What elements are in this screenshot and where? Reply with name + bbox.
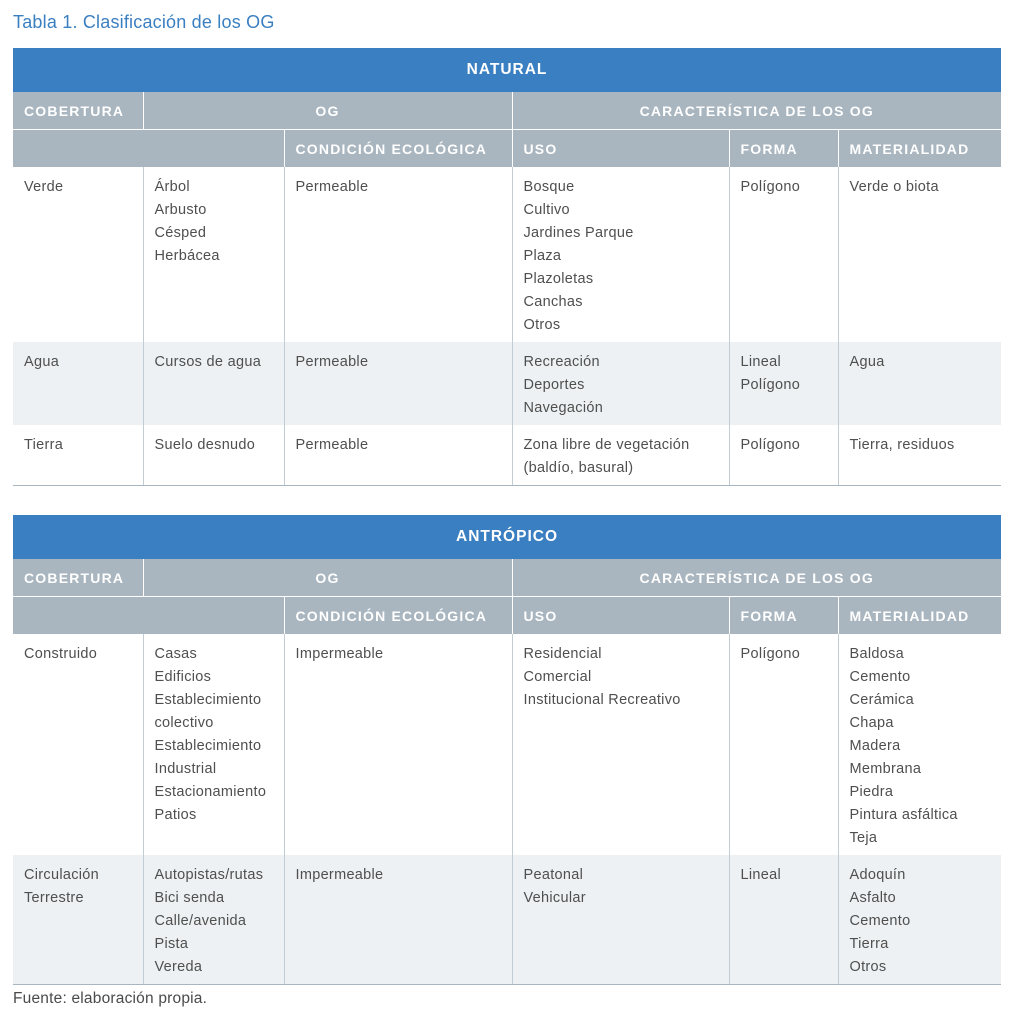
cell-line: Césped xyxy=(154,225,207,241)
cell-line: Agua xyxy=(24,354,60,370)
cell-line: Zona libre de vegetación xyxy=(523,437,690,453)
cell-forma xyxy=(729,342,838,425)
cell-line: Árbol xyxy=(154,179,190,195)
cell-line: Membrana xyxy=(849,761,922,777)
header-cobertura: COBERTURA xyxy=(13,92,143,130)
cell-og xyxy=(143,425,284,486)
cell-line: Lineal xyxy=(740,354,781,370)
table-row xyxy=(13,342,1001,425)
cell-forma xyxy=(729,634,838,855)
header-forma: FORMA xyxy=(729,130,838,168)
header-uso: USO xyxy=(512,130,729,168)
cell-line: Casas xyxy=(154,646,198,662)
header-materialidad: MATERIALIDAD xyxy=(838,130,1001,168)
cell-line: Comercial xyxy=(523,669,592,685)
cell-materialidad xyxy=(838,855,1001,985)
cell-line: Chapa xyxy=(849,715,894,731)
cell-condicion xyxy=(284,634,512,855)
cell-line: Suelo desnudo xyxy=(154,437,256,453)
cell-line: Establecimiento xyxy=(154,692,262,708)
cell-line: colectivo xyxy=(154,715,214,731)
cell-line: Calle/avenida xyxy=(154,913,247,929)
cell-line: Plaza xyxy=(523,248,562,264)
header-og: OG xyxy=(143,92,512,130)
table-row xyxy=(13,167,1001,342)
cell-line: Tierra, residuos xyxy=(849,437,955,453)
cell-line: Cemento xyxy=(849,669,911,685)
header-materialidad: MATERIALIDAD xyxy=(838,597,1001,635)
cell-line: Permeable xyxy=(295,179,369,195)
cell-line: Estacionamiento xyxy=(154,784,267,800)
cell-og xyxy=(143,342,284,425)
cell-line: Residencial xyxy=(523,646,602,662)
cell-og xyxy=(143,855,284,985)
cell-line: Teja xyxy=(849,830,878,846)
cell-line: Edificios xyxy=(154,669,212,685)
cell-line: Asfalto xyxy=(849,890,896,906)
cell-cobertura xyxy=(13,855,143,985)
cell-line: Polígono xyxy=(740,437,801,453)
cell-line: Adoquín xyxy=(849,867,906,883)
cell-line: Verde o biota xyxy=(849,179,939,195)
cell-uso xyxy=(512,855,729,985)
cell-line: Peatonal xyxy=(523,867,584,883)
cell-og xyxy=(143,634,284,855)
cell-line: Institucional Recreativo xyxy=(523,692,681,708)
cell-line: Permeable xyxy=(295,354,369,370)
header-blank xyxy=(13,597,284,635)
cell-line: Polígono xyxy=(740,377,801,393)
cell-uso xyxy=(512,167,729,342)
cell-line: Plazoletas xyxy=(523,271,594,287)
cell-line: Pintura asfáltica xyxy=(849,807,958,823)
cell-cobertura xyxy=(13,167,143,342)
cell-line: Terrestre xyxy=(24,890,84,906)
table-caption: Tabla 1. Clasificación de los OG xyxy=(13,12,275,32)
cell-line: Cursos de agua xyxy=(154,354,262,370)
cell-condicion xyxy=(284,167,512,342)
header-caracteristica: CARACTERÍSTICA DE LOS OG xyxy=(512,92,1001,130)
cell-line: Deportes xyxy=(523,377,585,393)
cell-uso xyxy=(512,342,729,425)
cell-line: Lineal xyxy=(740,867,781,883)
source-note: Fuente: elaboración propia. xyxy=(13,990,208,1007)
cell-line: Madera xyxy=(849,738,901,754)
cell-line: Patios xyxy=(154,807,197,823)
cell-condicion xyxy=(284,342,512,425)
cell-uso xyxy=(512,634,729,855)
cell-line: Vehicular xyxy=(523,890,586,906)
cell-line: Impermeable xyxy=(295,646,384,662)
cell-line: Otros xyxy=(849,959,887,975)
cell-materialidad xyxy=(838,342,1001,425)
cell-line: Recreación xyxy=(523,354,600,370)
cell-line: Cerámica xyxy=(849,692,914,708)
cell-line: Establecimiento xyxy=(154,738,262,754)
cell-materialidad xyxy=(838,634,1001,855)
header-forma: FORMA xyxy=(729,597,838,635)
cell-materialidad xyxy=(838,425,1001,486)
cell-line: Herbácea xyxy=(154,248,220,264)
cell-line: Polígono xyxy=(740,179,801,195)
natural-title: NATURAL xyxy=(13,48,1001,92)
header-blank xyxy=(13,130,284,168)
cell-line: Construido xyxy=(24,646,98,662)
cell-og xyxy=(143,167,284,342)
cell-line: Industrial xyxy=(154,761,217,777)
header-caracteristica: CARACTERÍSTICA DE LOS OG xyxy=(512,559,1001,597)
cell-line: Cultivo xyxy=(523,202,570,218)
cell-uso xyxy=(512,425,729,486)
natural-table xyxy=(13,48,1001,486)
table-row xyxy=(13,425,1001,486)
cell-line: Autopistas/rutas xyxy=(154,867,264,883)
cell-line: Agua xyxy=(849,354,885,370)
cell-line: (baldío, basural) xyxy=(523,460,634,476)
header-condicion: CONDICIÓN ECOLÓGICA xyxy=(284,130,512,168)
cell-line: Vereda xyxy=(154,959,203,975)
header-cobertura: COBERTURA xyxy=(13,559,143,597)
cell-line: Pista xyxy=(154,936,189,952)
cell-line: Navegación xyxy=(523,400,604,416)
cell-forma xyxy=(729,855,838,985)
cell-cobertura xyxy=(13,425,143,486)
cell-line: Impermeable xyxy=(295,867,384,883)
cell-line: Canchas xyxy=(523,294,583,310)
cell-forma xyxy=(729,167,838,342)
header-condicion: CONDICIÓN ECOLÓGICA xyxy=(284,597,512,635)
cell-line: Bosque xyxy=(523,179,575,195)
cell-line: Piedra xyxy=(849,784,894,800)
cell-line: Verde xyxy=(24,179,64,195)
cell-materialidad xyxy=(838,167,1001,342)
cell-line: Tierra xyxy=(849,936,889,952)
cell-cobertura xyxy=(13,342,143,425)
antropico-table xyxy=(13,515,1001,985)
antropico-title: ANTRÓPICO xyxy=(13,515,1001,559)
cell-line: Polígono xyxy=(740,646,801,662)
table-row xyxy=(13,855,1001,985)
cell-line: Bici senda xyxy=(154,890,225,906)
header-og: OG xyxy=(143,559,512,597)
cell-line: Permeable xyxy=(295,437,369,453)
cell-condicion xyxy=(284,855,512,985)
cell-line: Otros xyxy=(523,317,561,333)
cell-line: Jardines Parque xyxy=(523,225,634,241)
cell-cobertura xyxy=(13,634,143,855)
cell-line: Tierra xyxy=(24,437,64,453)
table-row xyxy=(13,634,1001,855)
cell-line: Baldosa xyxy=(849,646,904,662)
cell-line: Cemento xyxy=(849,913,911,929)
cell-condicion xyxy=(284,425,512,486)
header-uso: USO xyxy=(512,597,729,635)
cell-forma xyxy=(729,425,838,486)
cell-line: Arbusto xyxy=(154,202,207,218)
cell-line: Circulación xyxy=(24,867,100,883)
